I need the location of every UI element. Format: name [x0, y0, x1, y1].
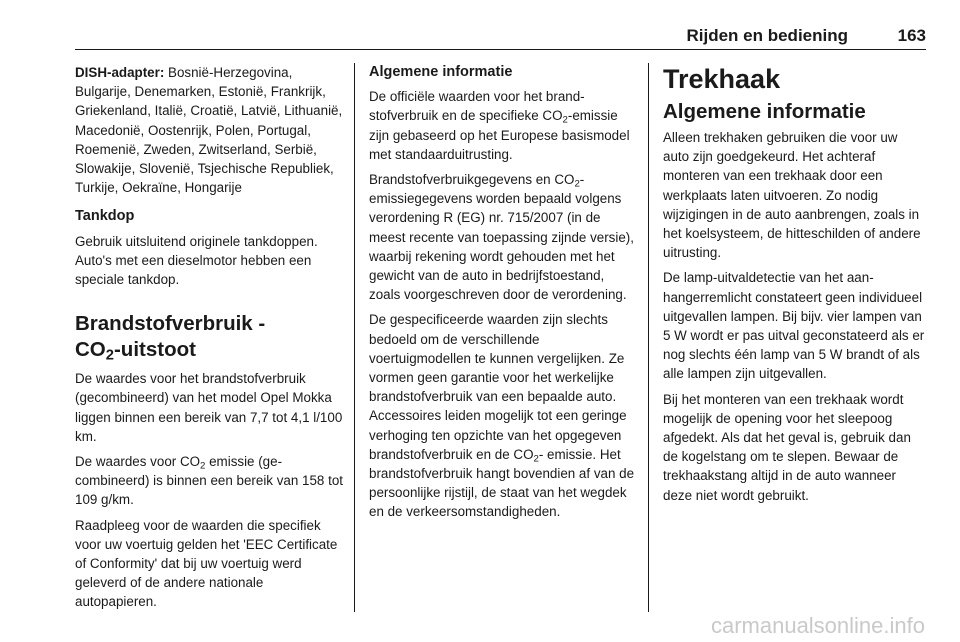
- watermark: carmanualsonline.info: [710, 613, 925, 638]
- tankdop-heading: Tankdop: [75, 208, 135, 225]
- official-values-paragraph: De officiële waarden voor het brandstofverbruik en de specifieke $CO_2$-emissie zijn gebaseerd op het Europese basismodel met standaarduitrusting.: [369, 89, 630, 162]
- section-title: Rijden en bediening: [686, 26, 848, 45]
- trekhaak-general-heading: Algemene informatie: [663, 100, 866, 123]
- dish-adapter-countries: Bosnië-Herzegovina, Bulgarije, Denemarken, Estonië, Frankrijk, Griekenland, Italië, Croatië, Latvië, Lithuanië, Macedonië, Oostenrijk, Polen, Portugal, Roemenië, Zweden, Zwitserland, Serbië, Slowakije, Slovenië, Tsjechische Republiek, Turkije, Oekraïne, Hongarije: [75, 65, 343, 196]
- column-divider-2: [648, 63, 649, 612]
- regulation-paragraph: Brandstofverbruikgegevens en $CO_2$-emissiegegevens worden bepaald volgens verordening R (EG) nr. 715/2007 (in de meest recente van toepassing zijnde versie), waarbij rekening wordt gehouden met het gewicht van de auto in bedrijfstoestand, zoals voorgeschreven door de verordening.: [369, 172, 634, 303]
- fuel-range-paragraph: De waardes voor het brandstofverbruik (gecombineerd) van het model Opel Mokka liggen binnen een bereik van 7,7 tot 4,1 l/100 km.: [75, 371, 343, 444]
- trekhaak-paragraph-3: Bij het monteren van een trekhaak wordt mogelijk de opening voor het sleepoog afgedekt. Als dat het geval is, gebruik dan de kogelstang om te slepen. Bewaar de trekhaakstang altijd in de auto wanneer deze niet wordt gebruikt.: [663, 391, 911, 503]
- header-divider: [75, 49, 926, 50]
- page-header: [75, 26, 926, 50]
- column-3: [663, 63, 927, 511]
- column-1: [75, 63, 347, 618]
- fuel-consumption-heading: Brandstofverbruik - $CO_2$-uitstoot: [75, 312, 266, 364]
- column-divider-1: [354, 63, 355, 612]
- page-number: 163: [897, 26, 926, 45]
- dish-adapter-paragraph: [75, 63, 347, 197]
- trekhaak-paragraph-2: De lamp-uitvaldetectie van het aanhangerremlicht constateert geen individueel uitgevallen lampen. Bij bijv. vier lampen van 5 W wordt er pas uitval geconstateerd als er nog slechts één lamp van 5 W brandt of als alle lampen zijn uitgevallen.: [663, 270, 925, 382]
- certificate-paragraph: Raadpleeg voor de waarden die specifiek voor uw voertuig gelden het 'EEC Certificate of Conformity' dat bij uw voertuig werd geleverd of de andere nationale autopapieren.: [75, 517, 338, 610]
- trekhaak-title: Trekhaak: [663, 64, 781, 94]
- dish-adapter-label: DISH-adapter:: [75, 65, 165, 80]
- specified-values-paragraph: De gespecificeerde waarden zijn slechts bedoeld om de verschillende voertuigmodellen te kunnen vergelijken. Ze vormen geen garantie voor het werkelijke brandstofverbruik van een bepaalde auto. Accessoires leiden mogelijk tot een geringe verhoging ten opzichte van het opgegeven brandstofverbruik en de $CO_2-$ emissie. Het brandstofverbruik hangt bovendien af van de persoonlijke rijstijl, de staat van het wegdek en de verkeersomstandigheden.: [369, 312, 635, 520]
- general-info-heading: Algemene informatie: [369, 64, 513, 80]
- column-2: [369, 63, 635, 528]
- co2-range-paragraph: De waardes voor $CO_2$ emissie (gecombineerd) is binnen een bereik van 158 tot 109 g/km.: [75, 454, 343, 508]
- trekhaak-paragraph-1: Alleen trekhaken gebruiken die voor uw auto zijn goedgekeurd. Het achteraf monteren van een trekhaak door een werkplaats laten uitvoeren. Zo nodig wijzigingen in de auto aanbrengen, zoals in het koelsysteem, de hitteschilden of andere uitrusting.: [663, 130, 921, 261]
- tankdop-paragraph: Gebruik uitsluitend originele tankdoppen. Auto's met een dieselmotor hebben een speciale tankdop.: [75, 233, 318, 288]
